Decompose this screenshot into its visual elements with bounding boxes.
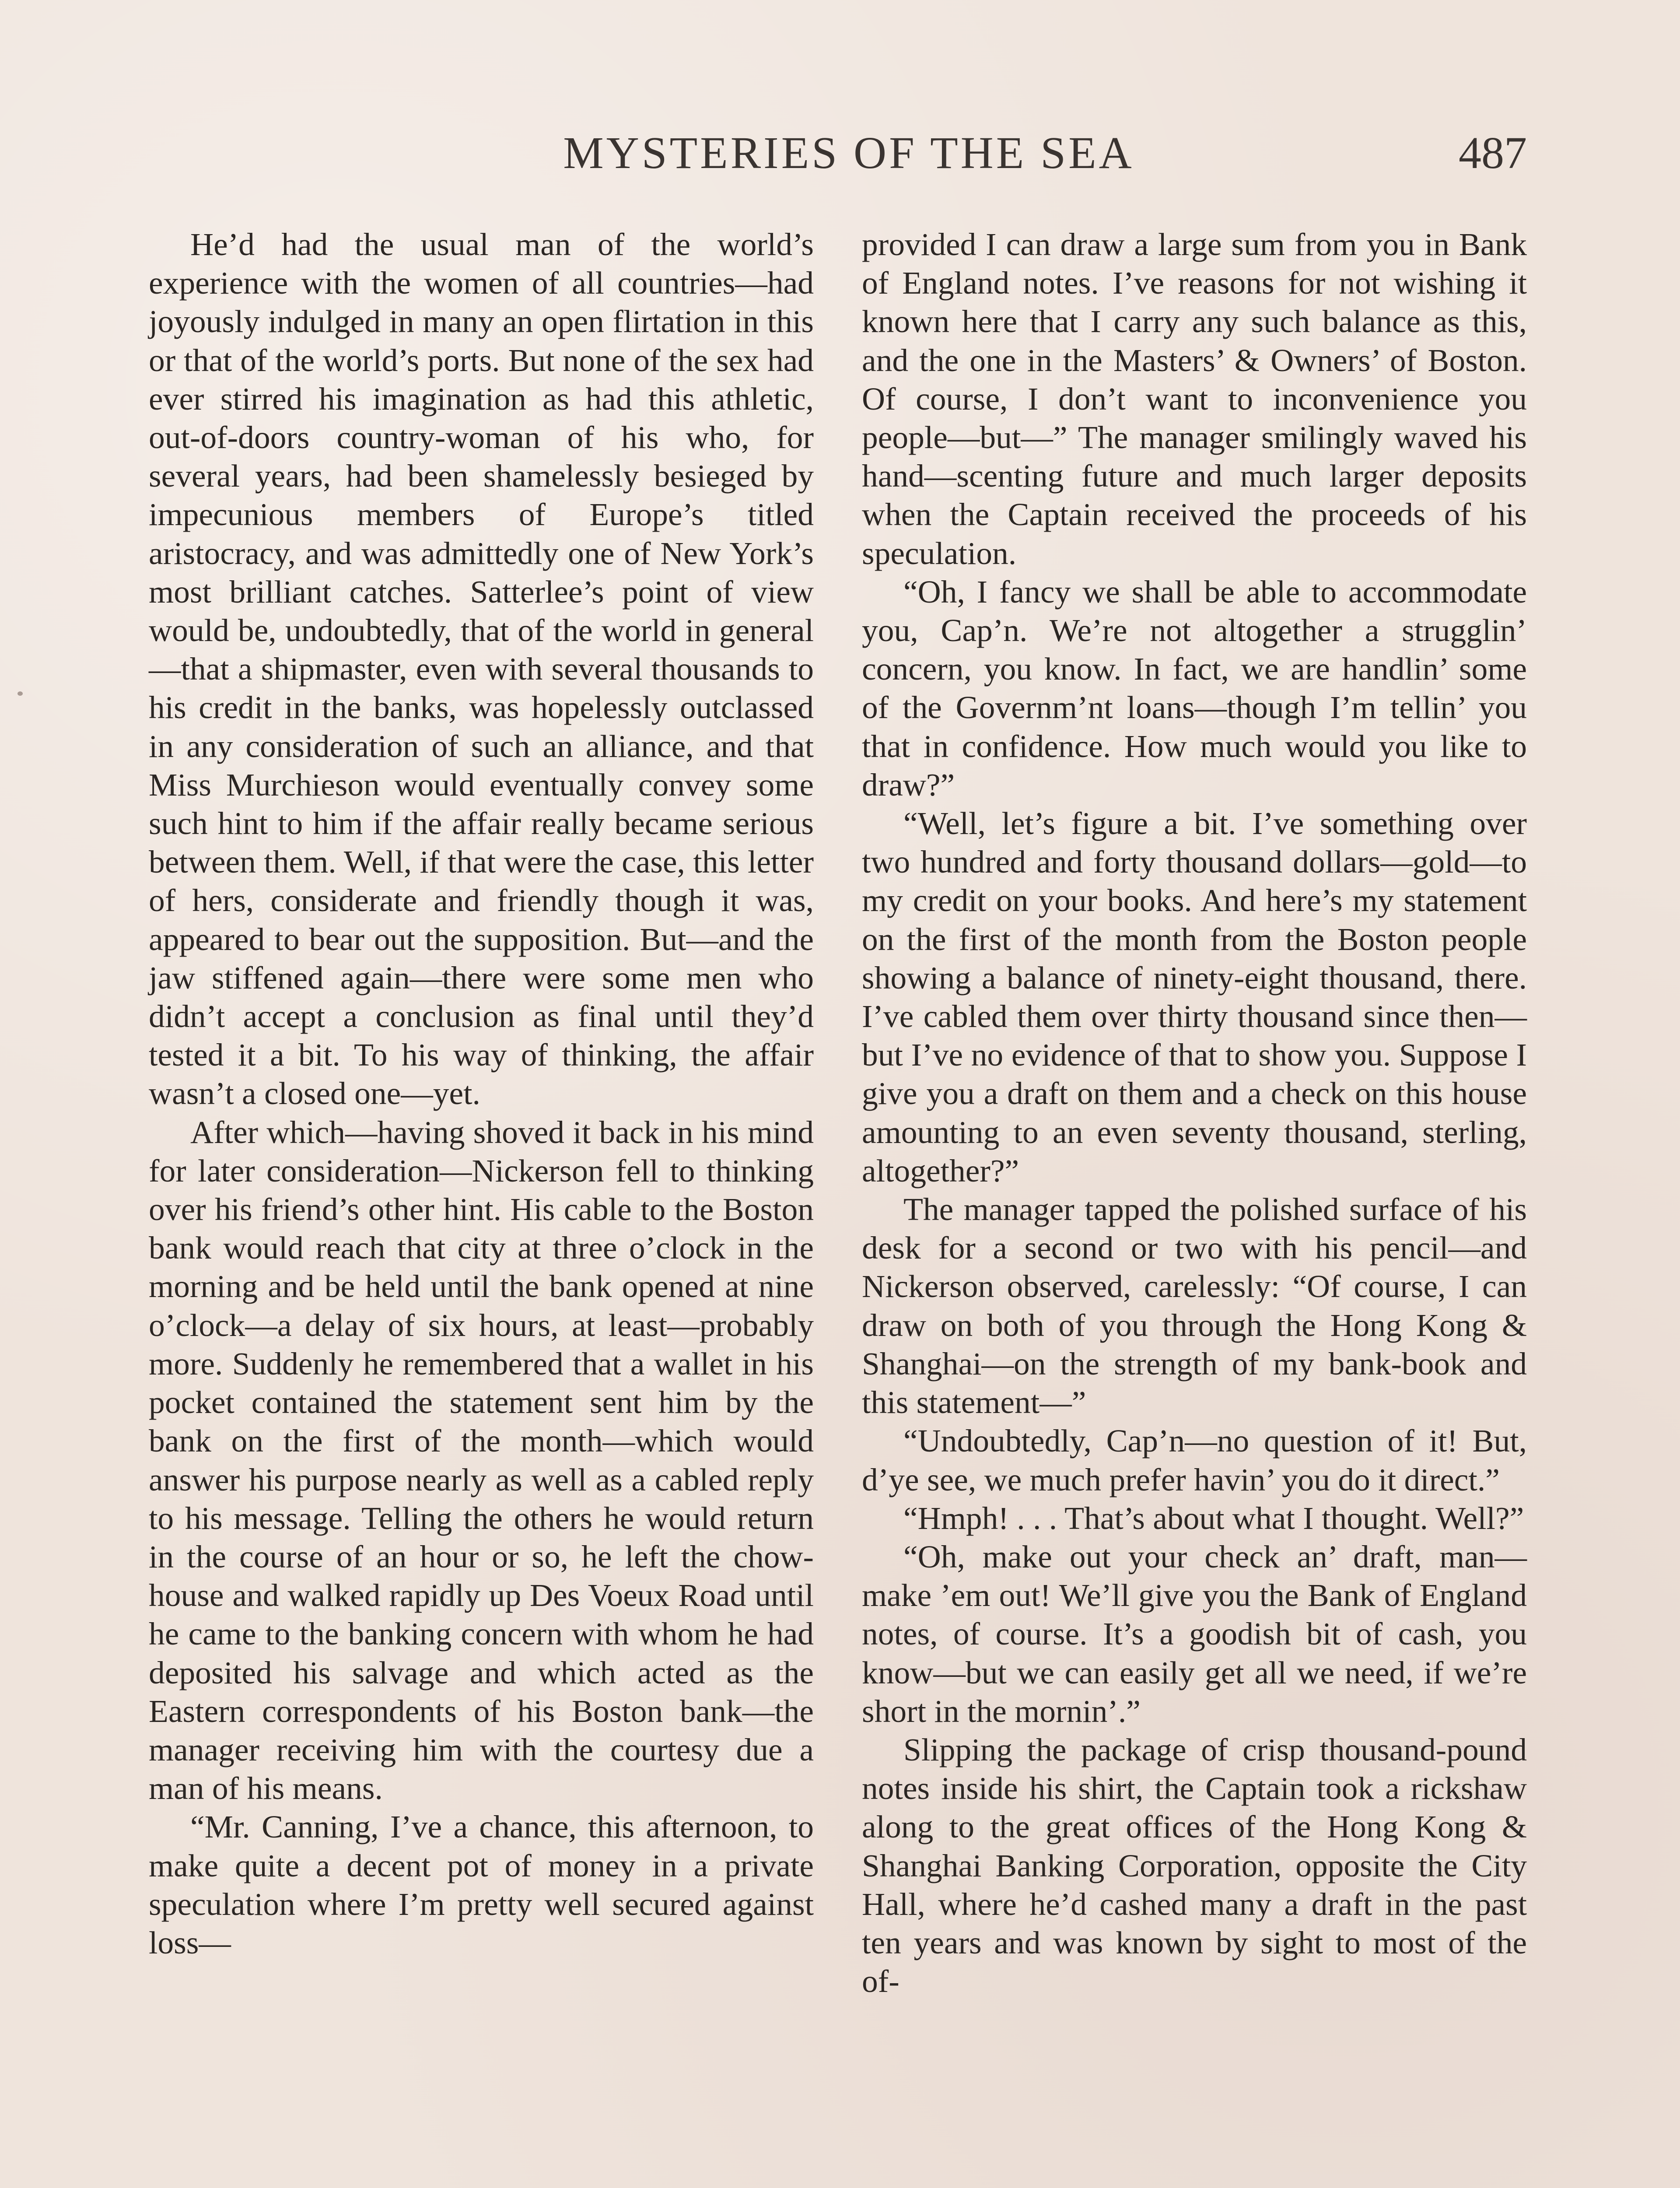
paragraph: “Well, let’s figure a bit. I’ve something over two hundred and forty thousand dollars—gold—to my credit on your books. And here’s my statement on the first of the month from the Boston people showing a balance of ninety-eight thousand, there. I’ve cabled them over thirty thousand since then—but I’ve no evidence of that to show you. Suppose I give you a draft on them and a check on this house amounting to an even seventy thousand, sterling, altogether?” [862,806,1527,1189]
paragraph: After which—having shoved it back in his mind for later consideration—Nickerson fell to thinking over his friend’s other hint. His cable to the Boston bank would reach that city at three o’clock in the morning and be held until the bank opened at nine o’clock—a delay of six hours, at least—probably more. Suddenly he remembered that a wallet in his pocket contained the statement sent him by the bank on the first of the month—which would answer his purpose nearly as well as a cabled reply to his message. Telling the others he would return in the course of an hour or so, he left the chow-house and walked rapidly up Des Voeux Road until he came to the banking concern with whom he had deposited his salvage and which acted as the Eastern correspondents of his Boston bank—the manager receiving him with the courtesy due a man of his means. [149,1114,814,1806]
paragraph: “Mr. Canning, I’ve a chance, this afternoon, to make quite a decent pot of money in a private speculation where I’m pretty well secured against loss— [149,1809,814,1960]
paragraph-continuation: provided I can draw a large sum from you in Bank of England notes. I’ve reasons for not wishing it known here that I carry any such balance as this, and the one in the Masters’ & Owners’ of Boston. Of course, I don’t want to inconvenience you people—but—” The manager smilingly waved his hand—scenting future and much larger deposits when the Captain received the proceeds of his speculation. [862,227,1527,571]
paragraph: “Undoubtedly, Cap’n—no question of it! But, d’ye see, we much prefer havin’ you do it direct.” [862,1423,1527,1497]
running-head-title: MYSTERIES OF THE SEA [563,128,1134,178]
paper-speck [634,1403,638,1406]
left-text-column [149,225,814,1962]
paragraph: “Hmph! . . . That’s about what I thought. Well?” [903,1500,1524,1536]
right-text-column [862,225,1527,2001]
paragraph: Slipping the package of crisp thousand-pound notes inside his shirt, the Captain took a rickshaw along to the great offices of the Hong Kong & Shanghai Banking Corporation, opposite the City Hall, where he’d cashed many a draft in the past ten years and was known by sight to most of the of- [862,1732,1527,1999]
page-number: 487 [1459,128,1527,178]
paragraph: “Oh, I fancy we shall be able to accommodate you, Cap’n. We’re not altogether a strugglin’ concern, you know. In fact, we are handlin’ some of the Governm’nt loans—though I’m tellin’ you that in confidence. How much would you like to draw?” [862,574,1527,803]
paragraph: He’d had the usual man of the world’s experience with the women of all countries—had joyously indulged in many an open flirtation in this or that of the world’s ports. But none of the sex had ever stirred his imagination as had this athletic, out-of-doors country-woman of his who, for several years, had been shamelessly besieged by impecunious members of Europe’s titled aristocracy, and was admittedly one of New York’s most brilliant catches. Satterlee’s point of view would be, undoubtedly, that of the world in general—that a shipmaster, even with several thousands to his credit in the banks, was hopelessly outclassed in any consideration of such an alliance, and that Miss Murchieson would eventually convey some such hint to him if the affair really became serious between them. Well, if that were the case, this letter of hers, considerate and friendly though it was, appeared to bear out the supposition. But—and the jaw stiffened again—there were some men who didn’t accept a conclusion as final until they’d tested it a bit. To his way of thinking, the affair wasn’t a closed one—yet. [149,227,814,1112]
paper-speck [18,691,23,696]
paragraph: The manager tapped the polished surface of his desk for a second or two with his pencil—and Nickerson observed, carelessly: “Of course, I can draw on both of you through the Hong Kong & Shanghai—on the strength of my bank-book and this statement—” [862,1192,1527,1420]
paragraph: “Oh, make out your check an’ draft, man—make ’em out! We’ll give you the Bank of England notes, of course. It’s a goodish bit of cash, you know—but we can easily get all we need, if we’re short in the mornin’.” [862,1539,1527,1729]
